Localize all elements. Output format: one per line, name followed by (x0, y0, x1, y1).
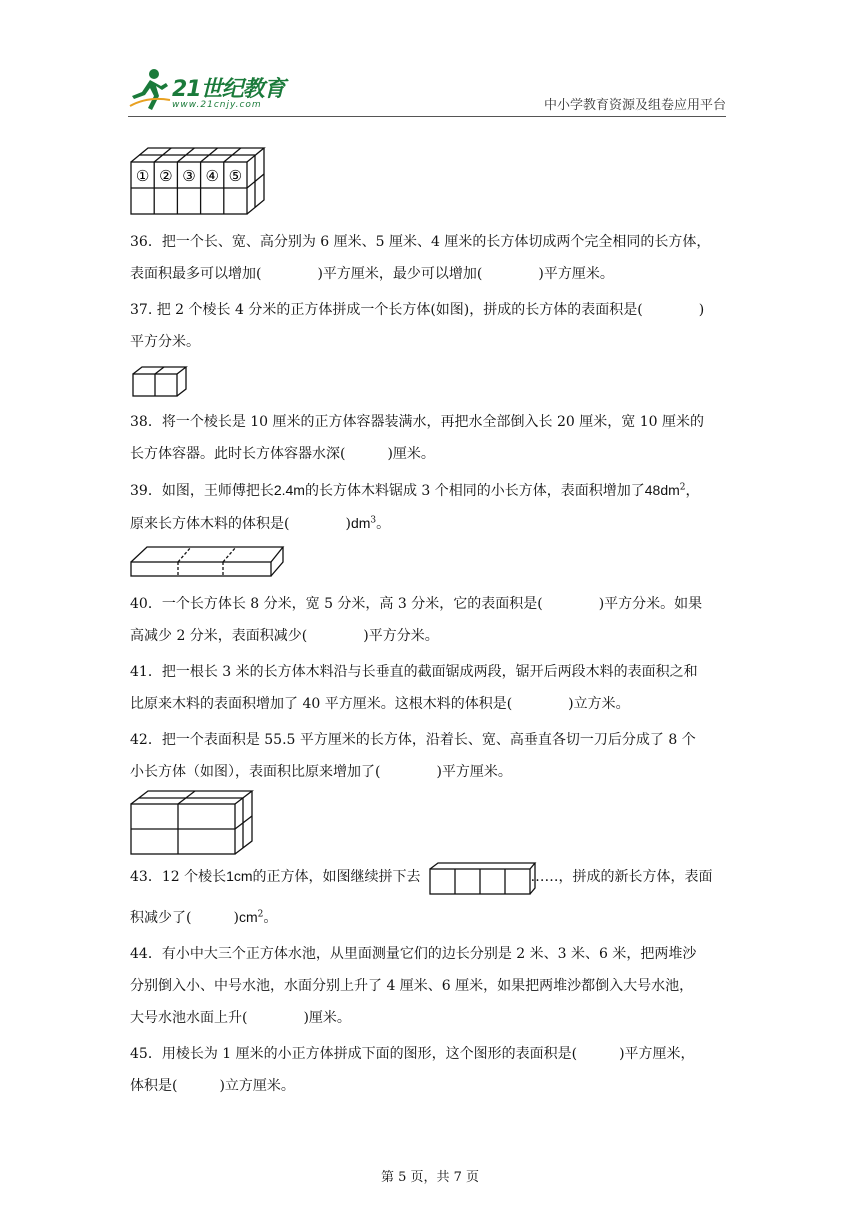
runner-icon (128, 66, 172, 114)
q39-text-c: 的长方体木料锯成 3 个相同的小长方体，表面积增加了 (304, 483, 645, 499)
question-44 (130, 938, 730, 1034)
q37-line2: 平方分米。 (130, 334, 200, 350)
q43-text-d: ……，拼成的新长方体，表面 (530, 869, 713, 885)
question-39 (130, 474, 730, 540)
q37-line1: 37. 把 2 个棱长 4 分米的正方体拼成一个长方体(如图)，拼成的长方体的表面积是( ) (130, 302, 705, 318)
q36-line1: 36．把一个长、宽、高分别为 6 厘米、5 厘米、4 厘米的长方体切成两个完全相同的长方体， (130, 234, 711, 250)
header-divider (128, 116, 726, 117)
question-36 (130, 226, 730, 290)
q43-period: 。 (263, 910, 278, 926)
q43-edge: 1cm (226, 868, 253, 884)
page-footer: 第 5 页，共 7 页 (380, 1170, 480, 1185)
q43-unit: cm (238, 909, 258, 925)
q39-area: 48dm (644, 482, 680, 498)
q43-line2 (130, 901, 730, 934)
q43-text-a: 43．12 个棱长 (130, 869, 227, 885)
platform-name: 中小学教育资源及组卷应用平台 (543, 98, 726, 113)
q39-sup2: 2 (679, 482, 686, 493)
q38-line2: 长方体容器。此时长方体容器水深( )厘米。 (130, 446, 435, 462)
question-40 (130, 588, 730, 652)
q39-line1 (130, 474, 730, 507)
q44-line2: 分别倒入小、中号水池，水面分别上升了 4 厘米、6 厘米，如果把两堆沙都倒入大号水池， (130, 978, 694, 994)
cube-label-4: ④ (205, 167, 219, 185)
q39-period: 。 (376, 516, 391, 532)
logo-url: www.21cnjy.com (172, 100, 262, 110)
cube-row-figure (427, 860, 539, 896)
q41-line1: 41．把一根长 3 米的长方体木料沿与长垂直的截面锯成两段，锯开后两段木料的表面积之和 (130, 664, 698, 680)
logo-text: 21世纪教育 (172, 77, 285, 102)
q40-line2: 高减少 2 分米，表面积减少( )平方分米。 (130, 628, 439, 644)
cube-label-2: ② (159, 167, 173, 185)
q39-line2 (130, 507, 730, 540)
cuboid-8-pieces-figure (128, 788, 258, 858)
two-cubes-figure (130, 364, 190, 400)
cube-label-3: ③ (182, 167, 196, 185)
q43-text-c: 的正方体，如图继续拼下去 (252, 869, 421, 885)
q39-unit: dm (350, 515, 371, 531)
q39-text-line2: 原来长方体木料的体积是( ) (130, 516, 351, 532)
q44-line3: 大号水池水面上升( )厘米。 (130, 1010, 351, 1026)
q43-sup2: 2 (257, 909, 264, 920)
cube-grid-figure (128, 140, 278, 218)
page-header (128, 66, 726, 118)
q45-line2: 体积是( )立方厘米。 (130, 1078, 295, 1094)
q39-length: 2.4m (273, 482, 305, 498)
q39-sup3: 3 (370, 515, 377, 526)
long-cuboid-figure (128, 544, 288, 580)
question-41 (130, 656, 730, 720)
q44-line1: 44．有小中大三个正方体水池，从里面测量它们的边长分别是 2 米、3 米、6 米，把两堆沙 (130, 946, 697, 962)
cube-label-5: ⑤ (228, 167, 243, 185)
q39-text-e: ， (685, 483, 700, 499)
question-37 (130, 294, 730, 358)
q42-line1: 42．把一个表面积是 55.5 平方厘米的长方体，沿着长、宽、高垂直各切一刀后分成了 8 个 (130, 732, 696, 748)
q43-text-line2: 积减少了( ) (130, 910, 239, 926)
q41-line2: 比原来木料的表面积增加了 40 平方厘米。这根木料的体积是( )立方米。 (130, 696, 630, 712)
question-38 (130, 406, 730, 470)
q39-text-a: 39．如图，王师傅把长 (130, 483, 274, 499)
question-42 (130, 724, 730, 788)
q38-line1: 38．将一个棱长是 10 厘米的正方体容器装满水，再把水全部倒入长 20 厘米，宽 10 厘米的 (130, 414, 704, 430)
q36-line2: 表面积最多可以增加( )平方厘米，最少可以增加( )平方厘米。 (130, 266, 614, 282)
q40-line1: 40．一个长方体长 8 分米，宽 5 分米，高 3 分米，它的表面积是( )平方分米。如果 (130, 596, 703, 612)
q45-line1: 45．用棱长为 1 厘米的小正方体拼成下面的图形，这个图形的表面积是( )平方厘米， (130, 1046, 695, 1062)
logo (128, 66, 298, 116)
q42-line2: 小长方体（如图），表面积比原来增加了( )平方厘米。 (130, 764, 512, 780)
cube-label-1: ① (135, 167, 150, 185)
question-45 (130, 1038, 730, 1102)
